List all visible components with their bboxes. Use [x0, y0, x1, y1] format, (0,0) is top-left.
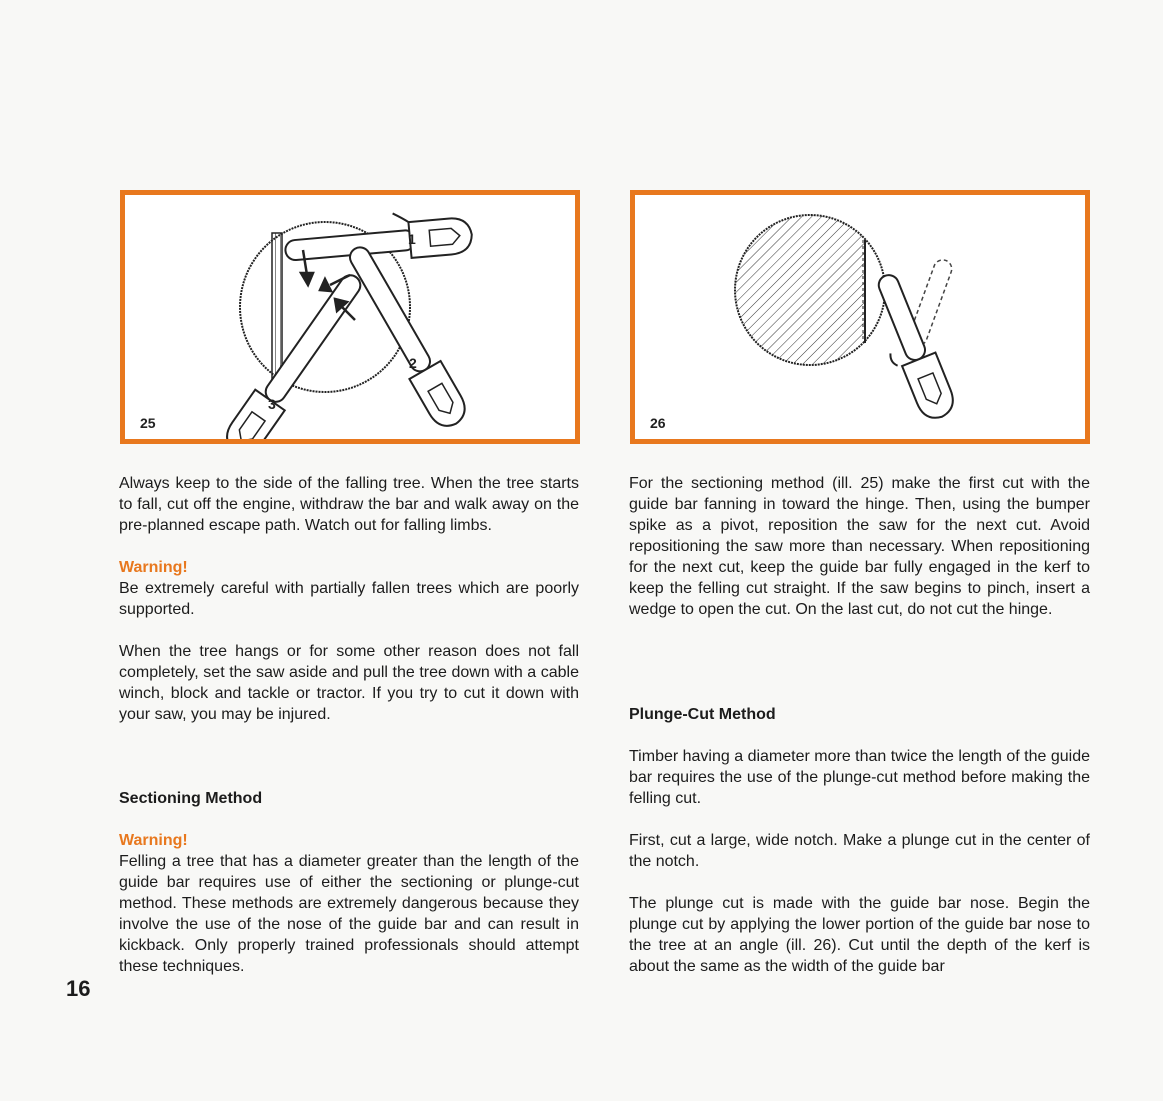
plunge-paragraph-1: Timber having a diameter more than twice the length of the guide bar requires the use of the plunge-cut method before making the felling cut. — [629, 748, 1090, 807]
plunge-cut-illustration — [635, 195, 1085, 439]
warning-label: Warning! — [119, 832, 188, 849]
left-column — [119, 473, 579, 977]
figure-26 — [630, 190, 1090, 444]
right-column — [629, 473, 1090, 977]
sectioning-heading: Sectioning Method — [119, 790, 263, 807]
callout-1: 1 — [408, 231, 416, 247]
figure-25 — [120, 190, 580, 444]
callout-2: 2 — [409, 355, 417, 371]
callout-3: 3 — [268, 396, 276, 412]
warning-text: Be extremely careful with partially fallen trees which are poorly supported. — [119, 580, 579, 618]
figure-number: 26 — [650, 415, 666, 431]
warning-label: Warning! — [119, 559, 188, 576]
hinge-strip — [272, 233, 282, 383]
plunge-cut-heading: Plunge-Cut Method — [629, 706, 776, 723]
figure-number: 25 — [140, 415, 156, 431]
intro-paragraph: Always keep to the side of the falling tree. When the tree starts to fall, cut off the engine, withdraw the bar and walk away on the pre-planned escape path. Watch out for falling limbs. — [119, 475, 579, 534]
plunge-paragraph-2: First, cut a large, wide notch. Make a plunge cut in the center of the notch. — [629, 832, 1090, 870]
plunge-paragraph-3: The plunge cut is made with the guide bar nose. Begin the plunge cut by applying the lower portion of the guide bar nose to the tree at an angle (ill. 26). Cut until the depth of the kerf is about the same as the width of the guide bar — [629, 895, 1090, 975]
sectioning-paragraph: For the sectioning method (ill. 25) make the first cut with the guide bar fanning in toward the hinge. Then, using the bumper spike as a pivot, reposition the saw for the next cut. Avoid repositioning the saw more than necessary. When repositioning for the next cut, keep the guide bar fully engaged in the kerf to keep the felling cut straight. If the saw begins to pinch, insert a wedge to open the cut. On the last cut, do not cut the hinge. — [629, 475, 1090, 618]
warning-text: Felling a tree that has a diameter greater than the length of the guide bar requires use of either the sectioning or plunge-cut method. These methods are extremely dangerous because they involve the use of the nose of the guide bar and can result in kickback. Only properly trained professionals should attempt these techniques. — [119, 853, 579, 975]
sectioning-method-illustration — [125, 195, 575, 439]
hanging-tree-paragraph: When the tree hangs or for some other reason does not fall completely, set the saw aside and pull the tree down with a cable winch, block and tackle or tractor. If you try to cut it down with your saw, you may be injured. — [119, 643, 579, 723]
page-number: 16 — [66, 976, 91, 1001]
